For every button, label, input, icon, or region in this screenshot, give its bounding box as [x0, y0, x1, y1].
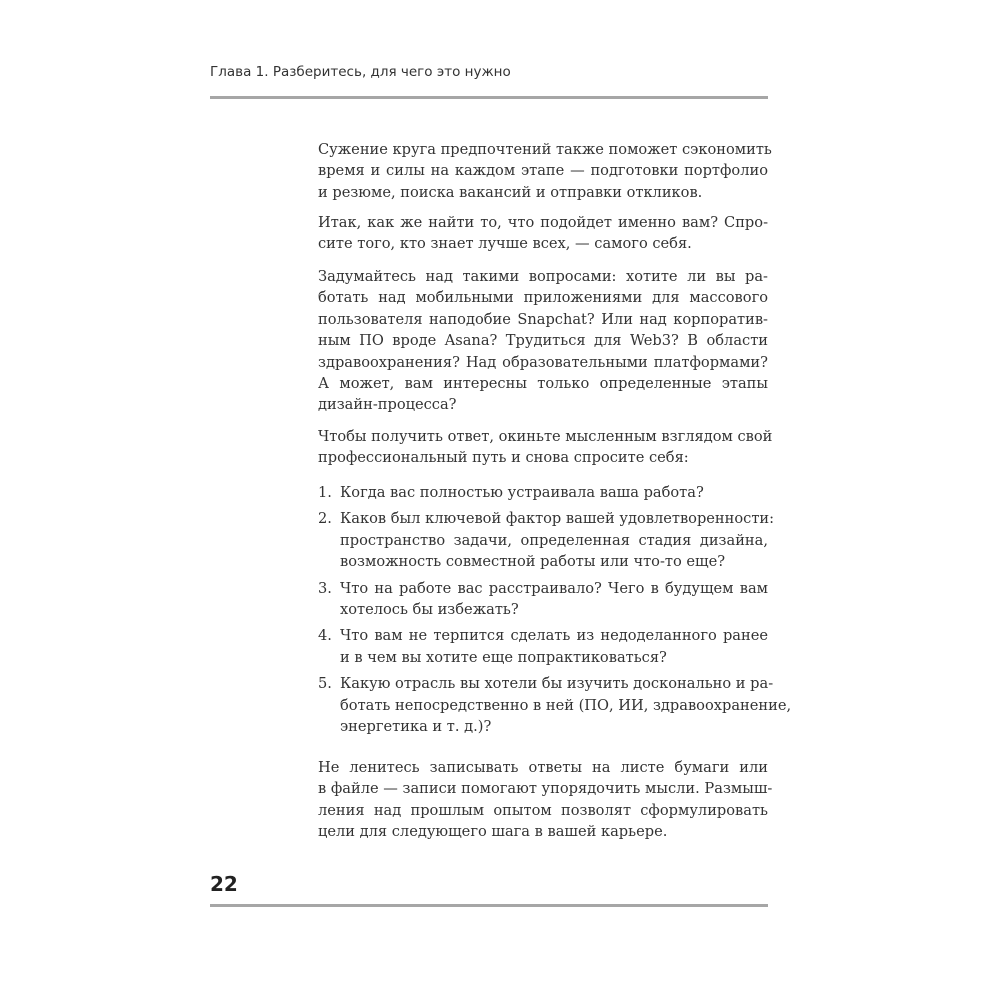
text-line: цели для следующего шага в вашей карьере. [318, 823, 668, 841]
paragraph-3 [318, 266, 768, 416]
text-line: энергетика и т. д.)? [340, 718, 492, 736]
text-line: и в чем вы хотите еще попрактиковаться? [340, 648, 667, 666]
list-item [318, 482, 768, 503]
text-line: пользователя наподобие Snapchat? Или над корпоратив- [318, 310, 768, 328]
list-number: 2. [318, 510, 332, 528]
text-line: и резюме, поиска вакансий и отправки откликов. [318, 183, 703, 201]
text-line: время и силы на каждом этапе — подготовки портфолио [318, 162, 768, 180]
text-line: Когда вас полностью устраивала ваша работа? [340, 484, 704, 501]
text-line: Что на работе вас расстраивало? Чего в будущем вам [340, 579, 768, 597]
text-line: хотелось бы избежать? [340, 601, 519, 619]
list-item [318, 625, 768, 668]
text-line: Каков был ключевой фактор вашей удовлетворенности: [340, 510, 775, 528]
text-line: Какую отрасль вы хотели бы изучить досконально и ра- [340, 675, 774, 693]
text-line: А может, вам интересны только определенные этапы [318, 375, 768, 393]
text-line: Задумайтесь над такими вопросами: хотите ли вы ра- [318, 268, 768, 285]
list-number: 4. [318, 627, 332, 645]
list-item [318, 508, 775, 572]
text-line: Не ленитесь записывать ответы на листе бумаги или [318, 759, 768, 776]
text-line: сите того, кто знает лучше всех, — самого себя. [318, 235, 692, 253]
paragraph-1 [318, 139, 772, 203]
header-rule [210, 96, 768, 99]
paragraph-4 [318, 426, 773, 469]
text-line: ления над прошлым опытом позволят сформулировать [318, 801, 768, 819]
list-item [318, 578, 768, 621]
list-number: 5. [318, 675, 332, 693]
page-number: 22 [210, 872, 238, 896]
text-line: возможность совместной работы или что-то еще? [340, 553, 726, 571]
text-line: ным ПО вроде Asana? Трудиться для Web3? В области [318, 332, 768, 350]
text-line: здравоохранения? Над образовательными платформами? [318, 353, 768, 371]
text-line: профессиональный путь и снова спросите себя: [318, 449, 689, 467]
list-number: 1. [318, 484, 332, 501]
list-number: 3. [318, 579, 332, 597]
text-line: пространство задачи, определенная стадия дизайна, [340, 531, 768, 549]
text-line: в файле — записи помогают упорядочить мысли. Размыш- [318, 780, 773, 798]
text-line: ботать над мобильными приложениями для массового [318, 289, 768, 307]
text-line: Что вам не терпится сделать из недоделанного ранее [340, 627, 768, 645]
text-line: ботать непосредственно в ней (ПО, ИИ, здравоохранение, [340, 696, 792, 714]
text-line: Чтобы получить ответ, окиньте мысленным взглядом свой [318, 428, 773, 445]
running-header: Глава 1. Разберитесь, для чего это нужно [210, 64, 511, 80]
list-item [318, 673, 792, 737]
numbered-list [318, 482, 792, 737]
closing-paragraph [318, 757, 773, 843]
text-line: дизайн-процесса? [318, 396, 457, 414]
footer-rule [210, 904, 768, 907]
text-line: Сужение круга предпочтений также поможет сэкономить [318, 141, 772, 158]
paragraph-2 [318, 212, 768, 255]
text-line: Итак, как же найти то, что подойдет именно вам? Спро- [318, 214, 768, 231]
